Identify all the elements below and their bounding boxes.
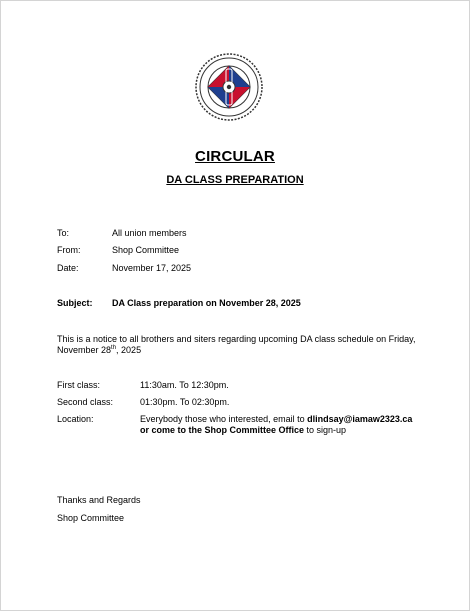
location-intro-text: Everybody those who interested, email to [140, 414, 308, 424]
from-label: From: [57, 245, 81, 255]
notice-date-text: November 28 [57, 345, 112, 355]
notice-date-suffix: th [111, 345, 117, 351]
date-label: Date: [57, 263, 79, 273]
location-office-text: Shop Committee Office [204, 425, 305, 435]
location-email-link[interactable]: dlindsay@iamaw2323.ca [307, 414, 413, 424]
notice-line-2 [57, 345, 141, 356]
second-class-label: Second class: [57, 397, 114, 407]
location-signup-text: to sign-up [304, 425, 347, 435]
from-value: Shop Committee [112, 245, 180, 255]
subject-label: Subject: [57, 298, 93, 308]
first-class-label: First class: [57, 380, 101, 390]
location-come-text: or come to the [140, 425, 205, 435]
location-line-1 [140, 414, 412, 425]
document-title: CIRCULAR [195, 148, 275, 165]
notice-year-text: , 2025 [116, 345, 142, 355]
closing-regards: Thanks and Regards [57, 495, 141, 505]
union-seal-logo-icon [195, 53, 263, 121]
document-subtitle: DA CLASS PREPARATION [166, 174, 304, 186]
subject-value: DA Class preparation on November 28, 2025 [112, 298, 301, 308]
date-value: November 17, 2025 [112, 263, 192, 273]
location-label: Location: [57, 414, 94, 424]
closing-signature: Shop Committee [57, 513, 125, 523]
second-class-time: 01:30pm. To 02:30pm. [140, 397, 230, 407]
first-class-time: 11:30am. To 12:30pm. [140, 380, 229, 390]
to-value: All union members [112, 228, 187, 238]
location-line-2 [140, 425, 346, 436]
notice-line-1: This is a notice to all brothers and siters regarding upcoming DA class schedule on Friday, [57, 334, 416, 344]
to-label: To: [57, 228, 70, 238]
